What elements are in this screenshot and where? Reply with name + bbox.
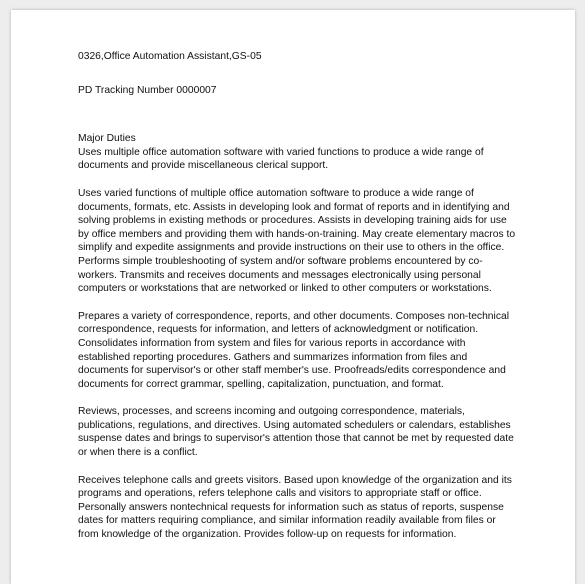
section-heading: Major Duties	[78, 133, 136, 145]
paragraph-summary: Uses multiple office automation software with varied functions to produce a wide range of documents and provide miscellaneous clerical support.	[78, 146, 484, 172]
paragraph-software: Uses varied functions of multiple office automation software to produce a wide range of documents, formats, etc. Assists in developing look and format of reports and in identifying and solving problems in existing methods or procedures. Assists in developing training aids for use by office members and providing them with hands-on-training. May create elementary macros to simplify and expedite assignments and provide instructions on their use to others in the office. Performs simple troubleshooting of system and/or software problems encountered by co-workers. Transmits and receives documents and messages electronically using personal computers or workstations that are networked or linked to other computers or workstations.	[78, 187, 516, 295]
tracking-number: PD Tracking Number 0000007	[78, 84, 217, 96]
paragraph-telephone: Receives telephone calls and greets visitors. Based upon knowledge of the organization and its programs and operations, refers telephone calls and visitors to appropriate staff or office. Personally answers nontechnical requests for information such as status of reports, suspense dates for matters requiring compliance, and similar information readily available from files or from knowledge of the organization. Provides follow-up on requests for information.	[78, 474, 512, 541]
paragraph-reviews: Reviews, processes, and screens incoming and outgoing correspondence, materials, publications, regulations, and directives. Using automated schedulers or calendars, establishes suspense dates and brings to supervisor's attention those that cannot be met by requested date or when there is a conflict.	[78, 406, 514, 459]
document-title: 0326,Office Automation Assistant,GS-05	[78, 51, 262, 62]
document-body	[78, 50, 518, 556]
paragraph-correspondence: Prepares a variety of correspondence, reports, and other documents. Composes non-technical correspondence, requests for information, and letters of acknowledgment or notification. Consolidates information from system and files for various reports in accordance with established reporting procedures. Gathers and summarizes information from files and documents for supervisor's or other staff member's use. Proofreads/edits correspondence and documents for correct grammar, spelling, capitalization, punctuation, and format.	[78, 310, 509, 390]
document-page	[11, 10, 575, 584]
